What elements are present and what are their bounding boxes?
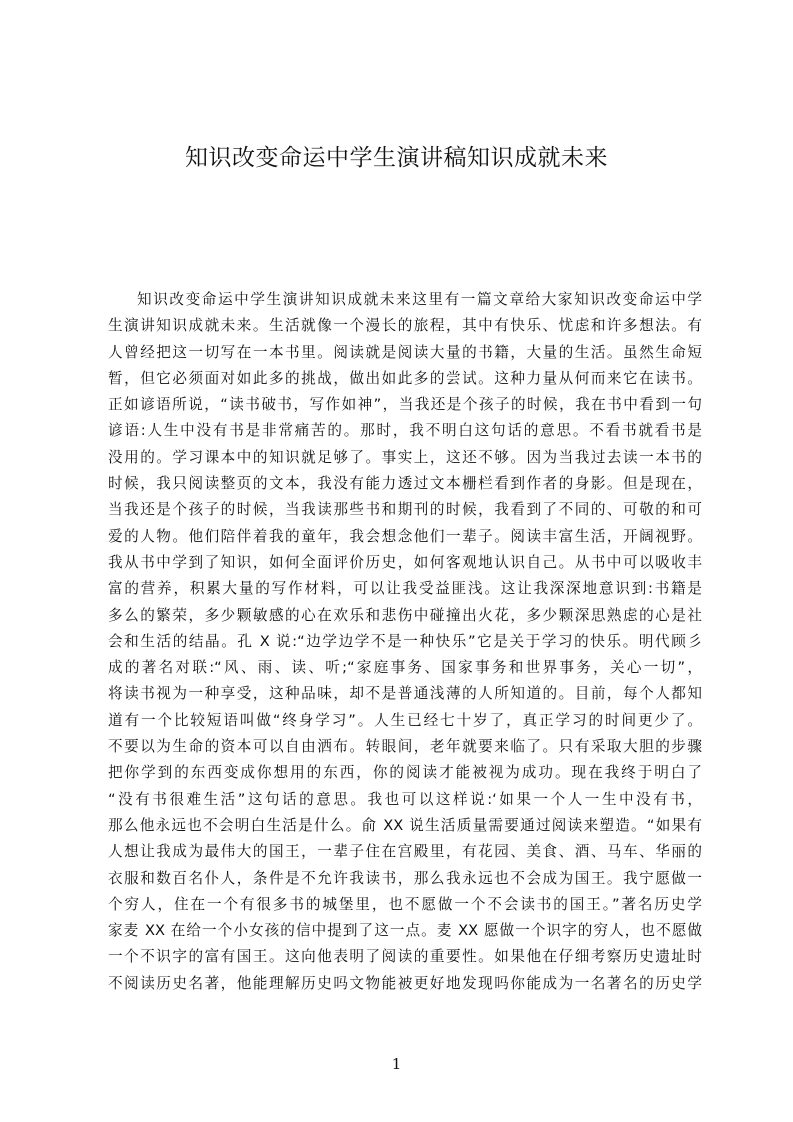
body-line: “没有书很难生活”这句话的意思。我也可以这样说:‘如果一个人一生中没有书， <box>108 790 702 808</box>
body-line: 知识改变命运中学生演讲知识成就未来这里有一篇文章给大家知识改变命运中学 <box>137 291 702 308</box>
body-line: 多么的繁荣，多少颗敏感的心在欢乐和悲伤中碰撞出火花，多少颗深思熟虑的心是社 <box>108 606 702 624</box>
document-title: 知识改变命运中学生演讲稿知识成就未来 <box>185 145 608 171</box>
body-line: 我从书中学到了知识，如何全面评价历史，如何客观地认识自己。从书中可以吸收丰 <box>108 553 702 571</box>
body-line: 当我还是个孩子的时候，当我读那些书和期刊的时候，我看到了不同的、可敬的和可 <box>108 501 702 519</box>
body-line: 不要以为生命的资本可以自由洒布。转眼间，老年就要来临了。只有采取大胆的步骤 <box>108 738 702 756</box>
body-line: 谚语:人生中没有书是非常痛苦的。那时，我不明白这句话的意思。不看书就看书是 <box>108 422 702 440</box>
body-line: 不阅读历史名著，他能理解历史吗文物能被更好地发现吗你能成为一名著名的历史学 <box>108 974 702 992</box>
body-line: 个穷人，住在一个有很多书的城堡里，也不愿做一个不会读书的国王。”著名历史学 <box>108 895 702 913</box>
body-line: 没用的。学习课本中的知识就足够了。事实上，这还不够。因为当我过去读一本书的 <box>108 448 702 466</box>
body-line: 人想让我成为最伟大的国王，一辈子住在宫殿里，有花园、美食、酒、马车、华丽的 <box>108 843 702 861</box>
body-line: 时候，我只阅读整页的文本，我没有能力透过文本栅栏看到作者的身影。但是现在， <box>108 475 702 493</box>
body-line: 道有一个比较短语叫做“终身学习”。人生已经七十岁了，真正学习的时间更少了。 <box>108 711 702 729</box>
body-line: 一个不识字的富有国王。这向他表明了阅读的重要性。如果他在仔细考察历史遗址时 <box>108 948 702 966</box>
body-line: 把你学到的东西变成你想用的东西，你的阅读才能被视为成功。现在我终于明白了 <box>108 764 702 782</box>
body-line: 那么他永远也不会明白生活是什么。俞 XX 说生活质量需要通过阅读来塑造。“如果有 <box>108 816 702 834</box>
body-line: 生演讲知识成就未来。生活就像一个漫长的旅程，其中有快乐、忧虑和许多想法。有 <box>108 317 702 335</box>
page-number: 1 <box>391 1055 402 1073</box>
body-line: 暂，但它必须面对如此多的挑战，做出如此多的尝试。这种力量从何而来它在读书。 <box>108 369 702 387</box>
body-line: 家麦 XX 在给一个小女孩的信中提到了这一点。麦 XX 愿做一个识字的穷人，也不愿做 <box>108 922 702 940</box>
body-line: 成的著名对联:“风、雨、读、听;“家庭事务、国家事务和世界事务，关心一切”， <box>108 659 702 677</box>
body-line: 人曾经把这一切写在一本书里。阅读就是阅读大量的书籍，大量的生活。虽然生命短 <box>108 343 702 361</box>
body-line: 会和生活的结晶。孔 X 说:“边学边学不是一种快乐”它是关于学习的快乐。明代顾彡 <box>108 632 702 650</box>
body-line: 富的营养，积累大量的写作材料，可以让我受益匪浅。这让我深深地意识到:书籍是 <box>108 580 702 598</box>
body-line: 将读书视为一种享受，这种品味，却不是普通浅薄的人所知道的。目前，每个人都知 <box>108 685 702 703</box>
body-line: 正如谚语所说，“读书破书，写作如神”，当我还是个孩子的时候，我在书中看到一句 <box>108 396 702 414</box>
body-paragraph <box>108 287 702 997</box>
body-line: 爱的人物。他们陪伴着我的童年，我会想念他们一辈子。阅读丰富生活，开阔视野。 <box>108 527 702 545</box>
body-line: 衣服和数百名仆人，条件是不允许我读书，那么我永远也不会成为国王。我宁愿做一 <box>108 869 702 887</box>
